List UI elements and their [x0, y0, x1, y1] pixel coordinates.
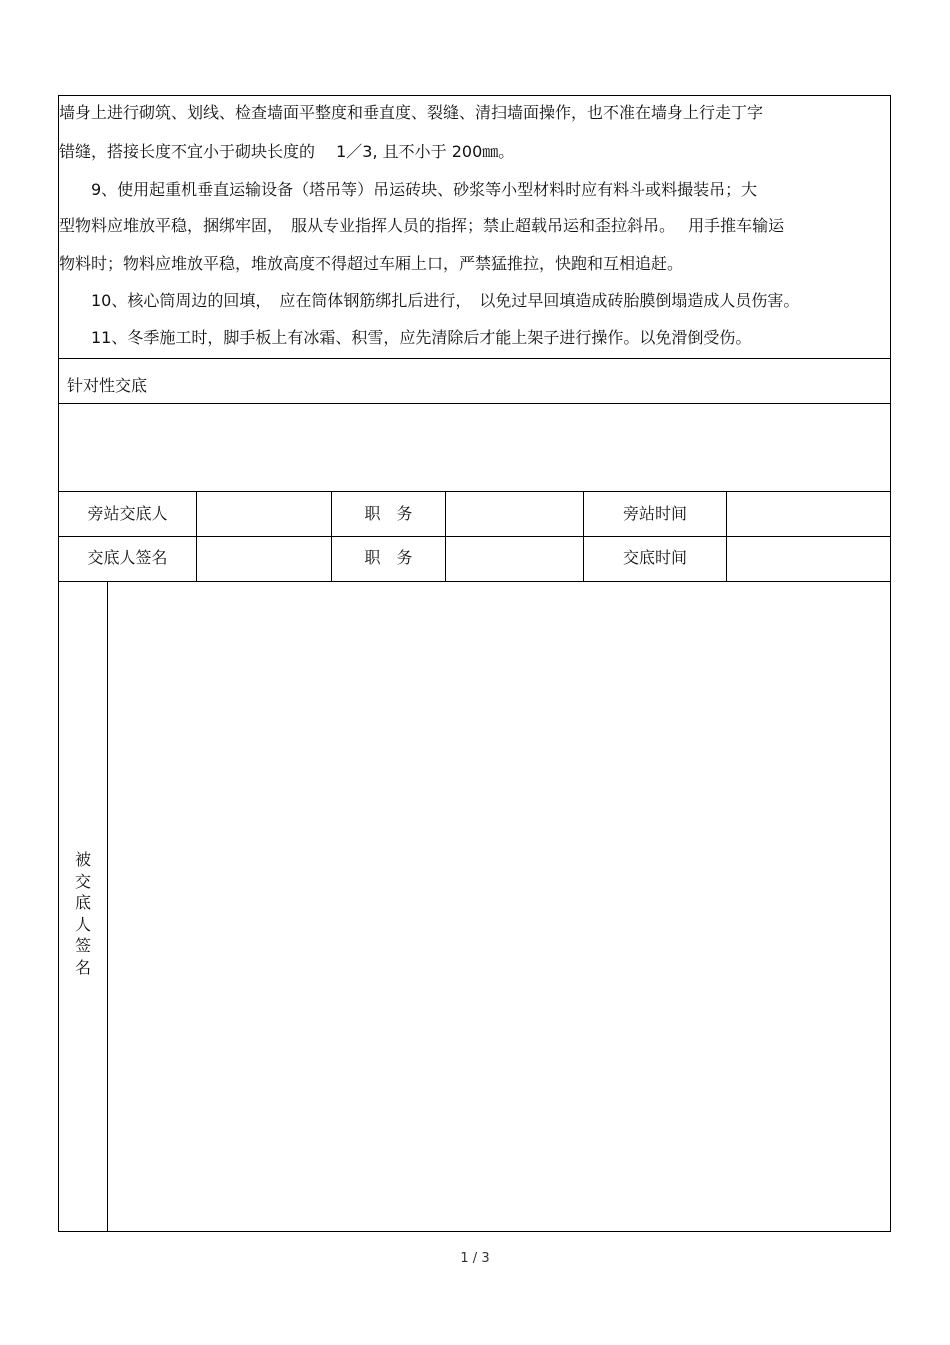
briefer-signature-label: 交底人签名	[87, 548, 168, 567]
divider-sign-bottom	[59, 581, 890, 582]
recipient-label-char: 底	[74, 893, 91, 912]
safety-briefing-form	[58, 95, 891, 1232]
body-line-7: 11、冬季施工时，脚手板上有冰霜、积雪，应先清除后才能上架子进行操作。以免滑倒受伤。	[59, 328, 752, 347]
onsite-time-label: 旁站时间	[622, 504, 687, 523]
body-line-5: 物料时；物料应堆放平稳，堆放高度不得超过车厢上口，严禁猛推拉，快跑和互相追赶。	[59, 254, 684, 273]
body-line-4: 型物料应堆放平稳，捆绑牢固， 服从专业指挥人员的指挥；禁止超载吊运和歪拉斜吊。 用手推车输运	[59, 216, 785, 235]
body-line-3: 9、使用起重机垂直运输设备（塔吊等）吊运砖块、砂浆等小型材料时应有料斗或料撮装吊；大	[59, 180, 758, 199]
recipient-col-divider	[107, 582, 108, 1231]
briefing-time-label: 交底时间	[622, 548, 687, 567]
recipient-label-char: 人	[74, 914, 91, 934]
divider-targeted-bottom	[59, 491, 890, 492]
targeted-briefing-label: 针对性交底	[67, 376, 148, 395]
body-line-6: 10、核心筒周边的回填， 应在筒体钢筋绑扎后进行， 以免过早回填造成砖胎膜倒塌造成人员伤害。	[59, 291, 800, 310]
position-label-1: 职 务	[364, 504, 413, 523]
targeted-briefing-content[interactable]	[59, 405, 890, 491]
page-number: 1 / 3	[460, 1251, 490, 1266]
position-label-2: 职 务	[364, 548, 413, 567]
body-line-1: 墙身上进行砌筑、划线、检查墙面平整度和垂直度、裂缝、清扫墙面操作，也不准在墙身上行走丁字	[59, 103, 764, 122]
body-line-2: 错缝，搭接长度不宜小于砌块长度的 1／3, 且不小于 200㎜。	[59, 142, 515, 161]
divider-body-bottom	[59, 358, 890, 359]
sign-row-divider	[59, 536, 890, 537]
divider-targeted-label	[59, 403, 890, 404]
onsite-briefer-label: 旁站交底人	[87, 504, 168, 523]
recipient-signature-label	[59, 849, 107, 978]
recipient-label-char: 交	[74, 871, 91, 891]
recipient-label-char: 签	[74, 936, 91, 955]
recipient-label-char: 被	[74, 850, 91, 869]
recipient-signature-area[interactable]	[109, 584, 889, 1229]
recipient-label-char: 名	[74, 957, 91, 977]
